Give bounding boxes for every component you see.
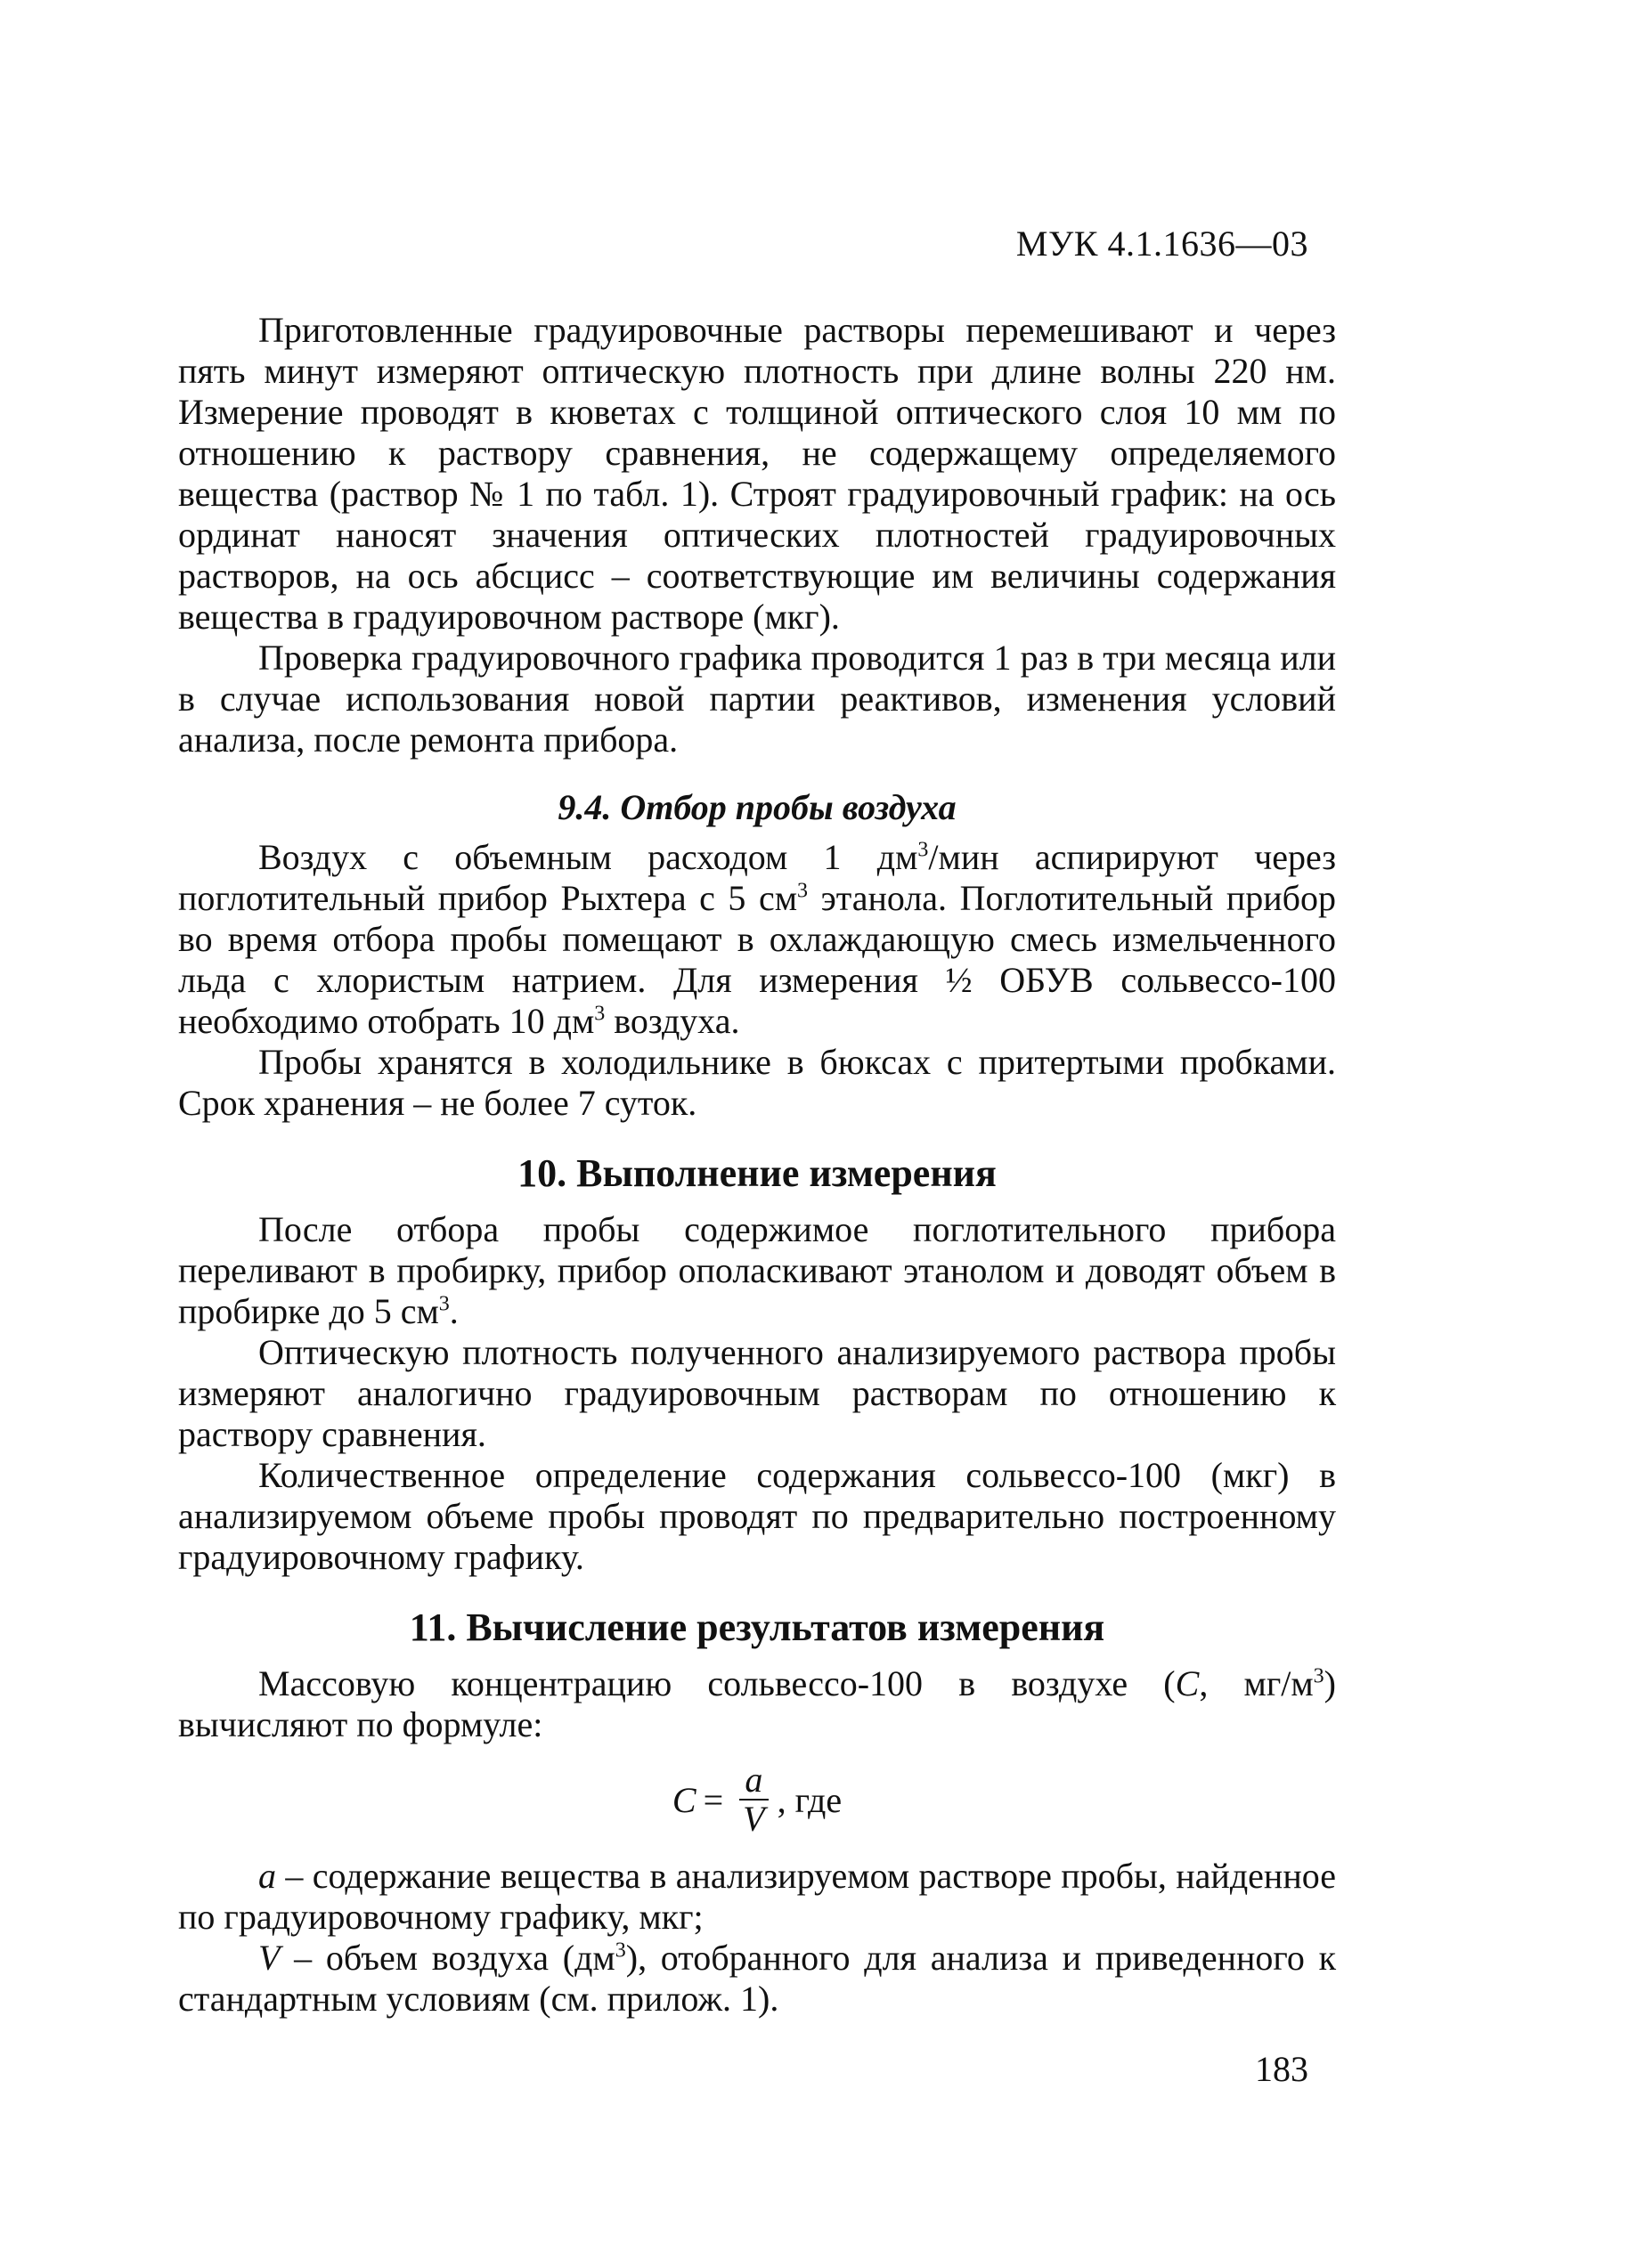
formula-denominator: V [743,1799,765,1839]
variable-c: С [1175,1663,1200,1703]
section-9-4-title: 9.4. Отбор пробы воздуха [558,787,957,827]
page-number: 183 [1255,2049,1308,2089]
text-fragment: воздуха. [605,1001,740,1041]
text-fragment: . [449,1291,459,1331]
formula-suffix: , где [777,1779,843,1820]
variable-definitions [178,1856,1336,2020]
section-10 [178,1150,1336,1578]
paragraph-quantitative-determination: Количественное определение содержания сольвессо-100 (мкг) в анализируемом объеме пробы проводят по предварительно построенному градуировочному графику. [178,1455,1336,1577]
paragraph-optical-density: Оптическую плотность полученного анализируемого раствора пробы измеряют аналогично градуировочным растворам по отношению к раствору сравнения. [178,1332,1336,1454]
definition-a [178,1856,1336,1938]
text-fragment: Массовую концентрацию сольвессо-100 в воздухе ( [258,1663,1176,1703]
formula-lhs: С [672,1779,696,1820]
superscript: 3 [797,879,809,903]
text-fragment: ), отобранного для анализа и приведенного к стандартным условиям (см. прилож. 1). [178,1938,1336,2019]
superscript: 3 [438,1292,450,1316]
text-fragment: , мг/м [1199,1663,1314,1703]
section-9-3-tail [178,310,1336,760]
paragraph-calibration-check: Проверка градуировочного графика проводится 1 раз в три месяца или в случае использования новой партии реактивов, изменения условий анализа, после ремонта прибора. [178,638,1336,760]
text-fragment: /мин аспирируют через поглотительный прибор Рыхтера с 5 см [178,837,1337,918]
text-fragment: этанола. Поглотительный прибор во время отбора пробы помещают в охлаждающую смесь измельченного льда с хлористым натрием. Для измерения ½ ОБУВ сольвессо-100 необходимо отобрать 10 дм [178,878,1337,1041]
text-fragment: ) вычисляют по формуле: [178,1663,1336,1744]
definition-v [178,1938,1336,2020]
variable-a: a [258,1856,276,1896]
section-11-title: 11. Вычисление результатов измерения [409,1605,1105,1649]
section-10-title: 10. Выполнение измерения [517,1151,997,1195]
superscript: 3 [917,838,929,862]
paragraph-air-sampling [178,837,1336,1042]
paragraph-sample-storage: Пробы хранятся в холодильнике в бюксах с притертыми пробками. Срок хранения – не более 7 суток. [178,1042,1336,1123]
superscript: 3 [594,1002,606,1026]
paragraph-concentration-intro [178,1663,1336,1745]
variable-v: V [258,1938,281,1978]
concentration-formula [178,1761,1336,1838]
paragraph-sample-transfer [178,1209,1336,1332]
page-content [178,310,1336,2020]
formula-fraction [739,1761,768,1838]
text-fragment: Воздух с объемным расходом 1 дм [258,837,918,877]
document-code-header: МУК 4.1.1636—03 [1015,224,1308,264]
section-9-4 [178,787,1336,1124]
section-11 [178,1605,1336,2020]
paragraph-calibration-measurement: Приготовленные градуировочные растворы перемешивают и через пять минут измеряют оптическую плотность при длине волны 220 нм. Измерение проводят в кюветах с толщиной оптического слоя 10 мм по отношению к раствору сравнения, не содержащему определяемого вещества (раствор № 1 по табл. 1). Строят градуировочный график: на ось ординат наносят значения оптических плотностей градуировочных растворов, на ось абсцисс – соответствующие им величины содержания вещества в градуировочном растворе (мкг). [178,310,1336,637]
text-fragment: – объем воздуха (дм [280,1938,615,1978]
text-fragment: После отбора пробы содержимое поглотительного прибора переливают в пробирку, прибор ополаскивают этанолом и доводят объем в пробирке до 5 см [178,1209,1336,1331]
formula-numerator: a [745,1760,763,1800]
superscript: 3 [615,1939,626,1963]
text-fragment: – содержание вещества в анализируемом растворе пробы, найденное по градуировочному графику, мкг; [178,1856,1336,1937]
superscript: 3 [1313,1664,1324,1688]
formula-equals: = [703,1779,724,1820]
